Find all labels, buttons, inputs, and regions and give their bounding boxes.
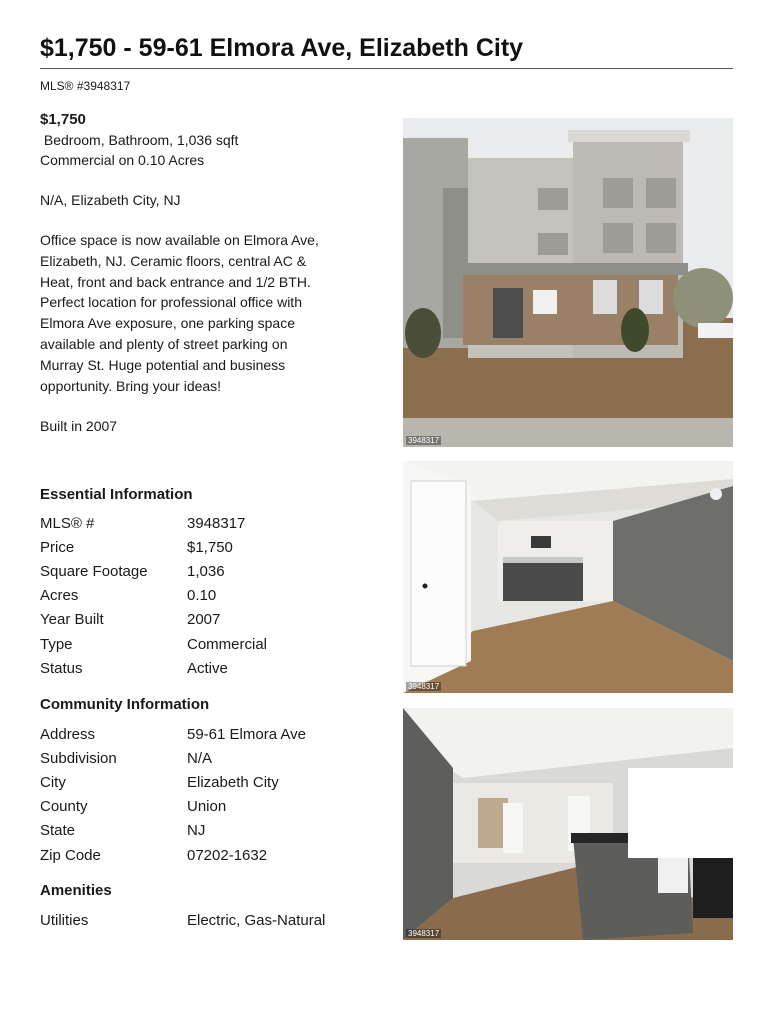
listing-price: $1,750 bbox=[40, 111, 86, 128]
spec-value: NJ bbox=[187, 822, 206, 840]
spec-row-mls bbox=[40, 511, 267, 535]
description-line: Murray St. Huge potential and business bbox=[40, 356, 286, 373]
spec-label: Subdivision bbox=[40, 749, 117, 767]
interior-photo-1 bbox=[403, 461, 733, 693]
spec-row-zip-code bbox=[40, 843, 306, 867]
essential-information-table bbox=[40, 511, 267, 680]
community-information-heading: Community Information bbox=[40, 696, 210, 713]
spec-row-utilities bbox=[40, 908, 325, 932]
amenities-table bbox=[40, 908, 325, 932]
built-line: Built in 2007 bbox=[40, 418, 118, 435]
photo-watermark: 3948317 bbox=[408, 436, 440, 445]
amenities-heading: Amenities bbox=[40, 882, 112, 899]
spec-row-state bbox=[40, 819, 306, 843]
location-line: N/A, Elizabeth City, NJ bbox=[40, 192, 181, 208]
spec-row-acres bbox=[40, 584, 267, 608]
interior-photo-2 bbox=[403, 708, 733, 940]
spec-row-subdivision bbox=[40, 746, 306, 770]
mls-number: MLS® #3948317 bbox=[40, 79, 131, 93]
spec-label: Price bbox=[40, 538, 75, 556]
spec-value: Elizabeth City bbox=[187, 773, 279, 791]
spec-label: County bbox=[40, 798, 88, 816]
description-line: Office space is now available on Elmora Ave, bbox=[40, 232, 319, 248]
title-divider bbox=[40, 68, 733, 69]
description-line: available and plenty of street parking on bbox=[40, 335, 288, 352]
spec-row-square-footage bbox=[40, 559, 267, 583]
listing-description bbox=[40, 230, 370, 396]
description-line: Elmora Ave exposure, one parking space bbox=[40, 315, 296, 332]
photo-watermark: 3948317 bbox=[408, 682, 440, 691]
spec-row-address bbox=[40, 722, 306, 746]
spec-label: Address bbox=[40, 725, 96, 743]
spec-value: 07202-1632 bbox=[187, 846, 268, 864]
spec-value: 3948317 bbox=[187, 514, 246, 532]
essential-information-heading: Essential Information bbox=[40, 486, 193, 503]
spec-row-county bbox=[40, 795, 306, 819]
spec-value: Electric, Gas-Natural bbox=[187, 911, 326, 929]
spec-row-city bbox=[40, 770, 306, 794]
rooms-text: Bedroom, Bathroom, 1,036 sqft bbox=[43, 132, 239, 148]
photo-watermark: 3948317 bbox=[408, 929, 440, 938]
spec-value: 0.10 bbox=[187, 587, 217, 605]
spec-label: Year Built bbox=[40, 611, 104, 629]
community-information-table bbox=[40, 722, 306, 867]
type-line: Commercial on 0.10 Acres bbox=[40, 152, 205, 168]
exterior-photo-image bbox=[403, 118, 733, 447]
exterior-photo bbox=[403, 118, 733, 447]
description-line: Heat, front and back entrance and 1/2 BTH. bbox=[40, 273, 311, 290]
spec-label: Zip Code bbox=[40, 846, 101, 864]
spec-label: City bbox=[40, 773, 66, 791]
description-line: opportunity. Bring your ideas! bbox=[40, 377, 222, 394]
spec-value: 59-61 Elmora Ave bbox=[187, 725, 306, 743]
spec-label: Square Footage bbox=[40, 562, 148, 580]
description-line: Perfect location for professional office with bbox=[40, 294, 302, 311]
spec-label: Acres bbox=[40, 587, 79, 605]
spec-label: Status bbox=[40, 659, 83, 677]
spec-label: State bbox=[40, 822, 76, 840]
listing-title: $1,750 - 59-61 Elmora Ave, Elizabeth City bbox=[40, 34, 524, 62]
spec-value: 1,036 bbox=[187, 562, 225, 580]
rooms-line bbox=[40, 130, 370, 150]
spec-value: 2007 bbox=[187, 611, 221, 629]
spec-value: Active bbox=[187, 659, 228, 677]
spec-row-type bbox=[40, 632, 267, 656]
spec-row-year-built bbox=[40, 608, 267, 632]
interior-photo-1-image bbox=[403, 461, 733, 693]
spec-row-price bbox=[40, 535, 267, 559]
spec-row-status bbox=[40, 656, 267, 680]
spec-value: $1,750 bbox=[187, 538, 233, 556]
spec-value: N/A bbox=[187, 749, 213, 767]
listing-summary bbox=[40, 110, 370, 436]
interior-photo-2-image bbox=[403, 708, 733, 940]
spec-label: Type bbox=[40, 635, 73, 653]
spec-label: MLS® # bbox=[40, 514, 95, 532]
spec-value: Commercial bbox=[187, 635, 268, 653]
spec-label: Utilities bbox=[40, 911, 89, 929]
spec-value: Union bbox=[187, 798, 227, 816]
description-line: Elizabeth, NJ. Ceramic floors, central AC & bbox=[40, 252, 307, 269]
